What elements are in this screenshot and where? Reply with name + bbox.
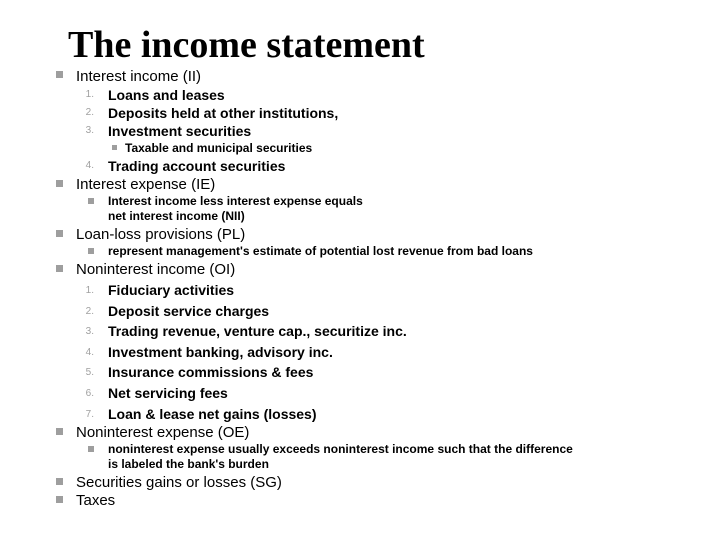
- list-item: Investment securities: [108, 123, 252, 139]
- square-bullet-icon: [88, 198, 94, 204]
- item-interest-expense: Interest expense (IE): [76, 176, 216, 193]
- list-number: 1.: [85, 285, 94, 296]
- item-taxes: Taxes: [76, 492, 116, 509]
- list-item: represent management's estimate of potential lost revenue from bad loans: [108, 244, 533, 258]
- list-number: 2.: [85, 306, 94, 317]
- list-number: 5.: [85, 367, 94, 378]
- item-securities-gains: Securities gains or losses (SG): [76, 474, 282, 491]
- item-loan-loss: Loan-loss provisions (PL): [76, 226, 246, 243]
- list-number: 4.: [85, 347, 94, 358]
- list-item: Loans and leases: [108, 87, 225, 103]
- square-bullet-icon: [56, 230, 63, 237]
- square-bullet-icon: [56, 180, 63, 187]
- item-noninterest-income: Noninterest income (OI): [76, 261, 236, 278]
- list-item: net interest income (NII): [108, 209, 245, 223]
- list-item: noninterest expense usually exceeds noninterest income such that the difference: [108, 442, 573, 456]
- list-item: Net servicing fees: [108, 385, 228, 401]
- list-number: 6.: [85, 388, 94, 399]
- list-item: is labeled the bank's burden: [108, 457, 269, 471]
- list-item: Investment banking, advisory inc.: [108, 344, 333, 360]
- list-item: Deposits held at other institutions,: [108, 105, 339, 121]
- square-bullet-icon: [56, 265, 63, 272]
- square-bullet-icon: [56, 71, 63, 78]
- list-number: 1.: [85, 89, 94, 100]
- square-bullet-icon: [56, 428, 63, 435]
- list-item: Interest income less interest expense equals: [108, 194, 363, 208]
- item-interest-income: Interest income (II): [76, 68, 202, 85]
- square-bullet-icon: [56, 496, 63, 503]
- list-item: Deposit service charges: [108, 303, 270, 319]
- list-item: Trading account securities: [108, 158, 286, 174]
- square-bullet-icon: [88, 446, 94, 452]
- list-item: Insurance commissions & fees: [108, 364, 314, 380]
- list-number: 2.: [85, 107, 94, 118]
- list-number: 3.: [85, 125, 94, 136]
- item-noninterest-expense: Noninterest expense (OE): [76, 424, 250, 441]
- square-bullet-icon: [88, 248, 94, 254]
- list-item: Loan & lease net gains (losses): [108, 406, 317, 422]
- square-bullet-icon: [112, 145, 117, 150]
- square-bullet-icon: [56, 478, 63, 485]
- list-item: Fiduciary activities: [108, 282, 235, 298]
- list-number: 3.: [85, 326, 94, 337]
- list-item: Taxable and municipal securities: [125, 141, 313, 155]
- slide-title: The income statement: [68, 24, 425, 66]
- list-number: 4.: [85, 160, 94, 171]
- list-item: Trading revenue, venture cap., securitize inc.: [108, 323, 407, 339]
- list-number: 7.: [85, 409, 94, 420]
